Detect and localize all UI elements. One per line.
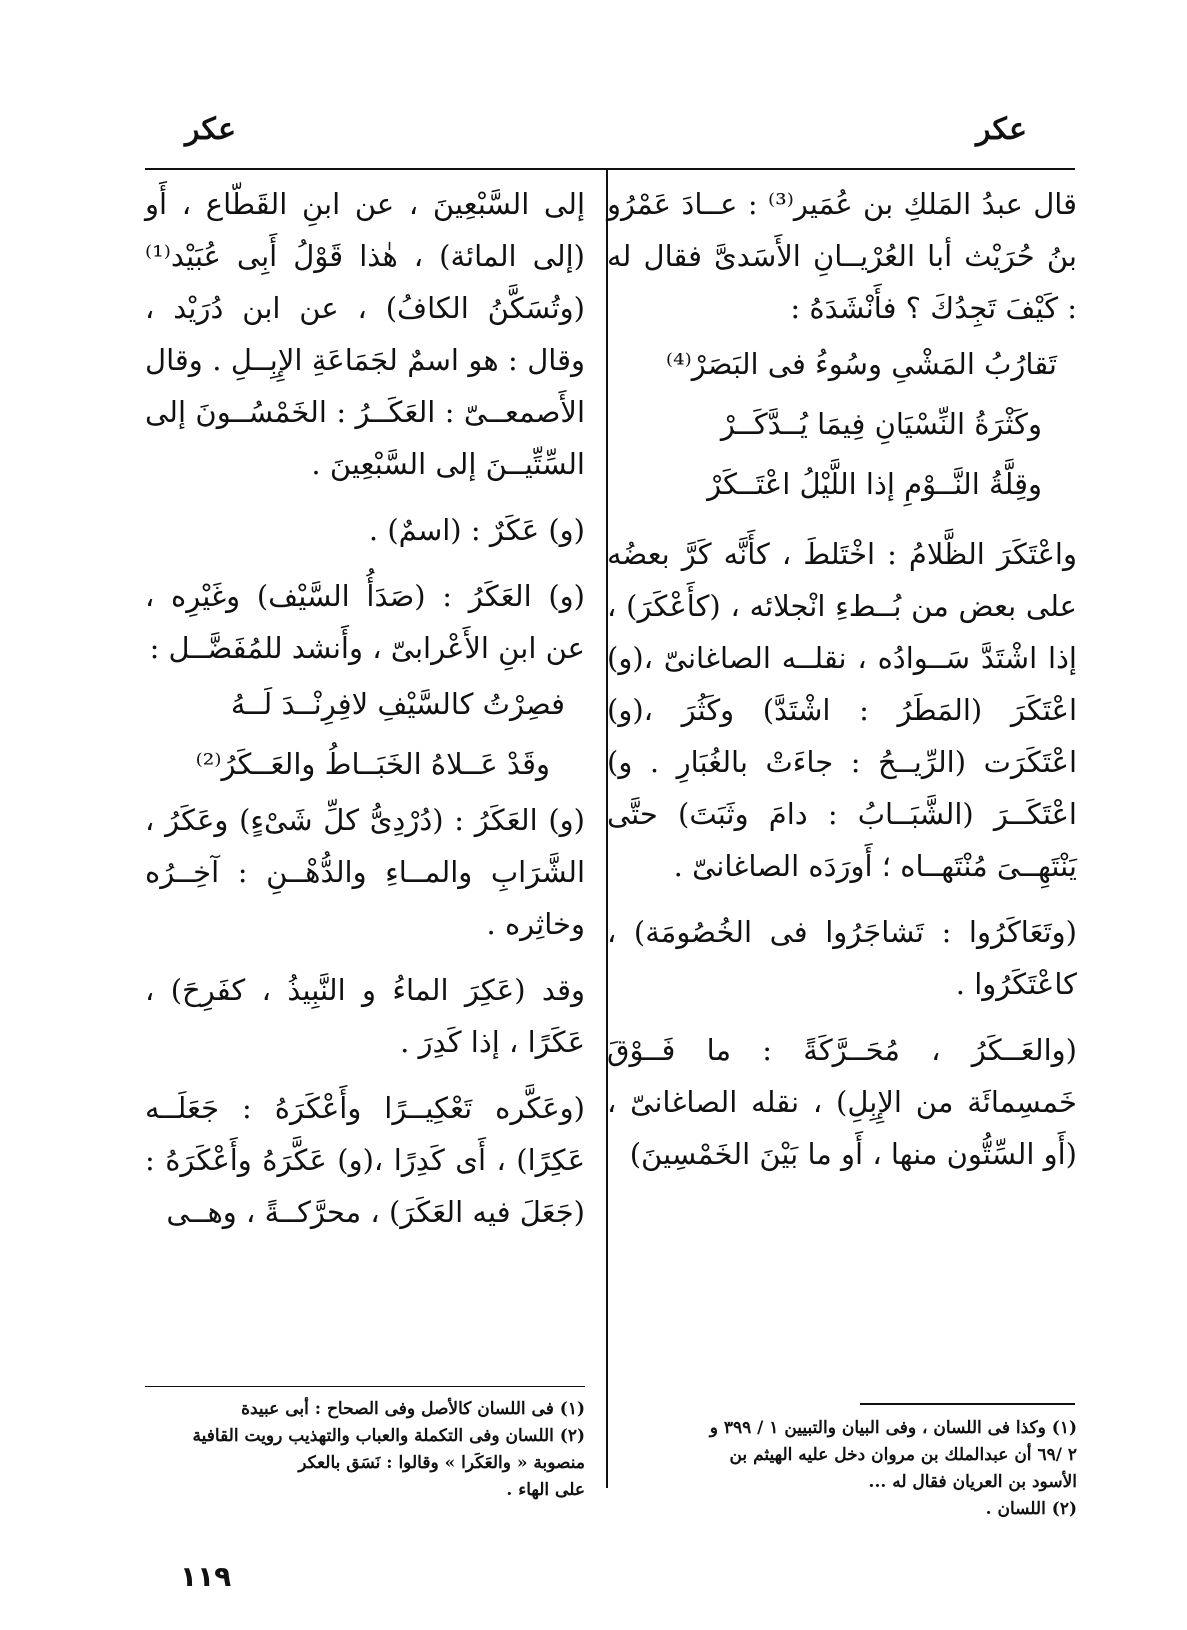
left-paragraph-4: (و) العَكَرُ : (دُرْدِىُّ كلِّ شَىْءٍ) وعَكَرُ ، الشَّرَابِ والمــاءِ والدُّهْــنِ : آخِــرُه وخاثِره . [145, 803, 585, 941]
right-paragraph-1: قال عبدُ المَلكِ بن عُمَير⁽³⁾ : عــادَ عَمْرُو بنُ حُرَيْث أبا العُرْيــانِ الأَسَدىَّ فقال له : كَيْفَ تَجِدُكَ ؟ فأَنْشَدَهُ : [607, 187, 1077, 325]
running-header-right: عكر [975, 112, 1027, 147]
footnote-right-line-3: الأسود بن العريان فقال له ... [868, 1472, 1077, 1492]
page-number: ١١٩ [180, 1560, 232, 1593]
footnote-right-line-2: ٢ /٦٩ أن عبدالملك بن مروان دخل عليه الهيثم بن [729, 1445, 1077, 1465]
left-paragraph-6: (وعَكَّره تَعْكِيــرًا وأَعْكَرَهُ : جَعَلَــه عَكِرًا) ، أَى كَدِرًا ،(و) عَكَّرَهُ وأَعْكَرَهُ : (جَعَلَ فيه العَكَرَ) ، محرَّكــةً ، وهــى [145, 1091, 585, 1229]
right-verse-line-1: تَقارُبُ المَشْىِ وسُوءُ فى البَصَرْ⁽⁴⁾ [665, 347, 1057, 381]
footnote-left-line-3: منصوبة « والعَكَرا » وقالوا : نَسَق بالعكر [298, 1453, 585, 1473]
right-column [607, 178, 1077, 1180]
right-paragraph-4: (والعَــكَرُ ، مُحَــرَّكَةً : ما فَــوْقَ خَمسِمائَة من الإِبِلِ) ، نقله الصاغانىّ ، (أَو السِّتُّون منها ، أَو ما بَيْنَ الخَمْسِينَ) [607, 1033, 1077, 1171]
left-verse-line-2: وقَدْ عَــلاهُ الخَبَــاطُ والعَــكَرُ⁽²⁾ [195, 747, 550, 781]
right-paragraph-3: (وتَعَاكَرُوا : تَشاجَرُوا فى الخُصُومَة) ، كاعْتَكَرُوا . [607, 915, 1077, 1001]
left-verse [145, 674, 585, 794]
right-verse-line-2: وكَثْرَةُ النِّسْيَانِ فِيمَا يُــدَّكَــرْ [720, 407, 1042, 441]
left-paragraph-2: (و) عَكَرٌ : (اسمٌ) . [368, 513, 585, 547]
footnote-right-line-4: (٢) اللسان . [985, 1499, 1077, 1519]
footnote-left-line-2: (٢) اللسان وفى التكملة والعباب والتهذيب رويت القافية [192, 1426, 585, 1446]
right-verse-line-3: وقِلَّةُ النَّــوْمِ إذا اللَّيْلُ اعْتَــكَرْ [707, 467, 1042, 501]
footnote-rule-left [145, 1386, 585, 1387]
footnote-left-line-4: على الهاء . [506, 1480, 585, 1500]
running-header-left: عكر [185, 112, 237, 147]
footnotes-right [617, 1415, 1077, 1523]
left-paragraph-1: إلى السَّبْعِينَ ، عن ابنِ القَطّاع ، أَو (إلى المائة) ، هٰذا قَوْلُ أَبِى عُبَيْد⁽¹⁾ (وتُسَكَّنُ الكافُ) ، عن ابن دُرَيْد ، وقال : هو اسمٌ لجَمَاعَةِ الإِبِــلِ . وقال الأَصمعــىّ : العَكَــرُ : الخَمْسُــونَ إلى السِّتِّيــنَ إلى السَّبْعِينَ . [145, 187, 585, 481]
footnotes-left [145, 1396, 585, 1504]
footnote-right-line-1: (١) وكذا فى اللسان ، وفى البيان والتبيين ١ / ٣٩٩ و [709, 1418, 1077, 1438]
footnote-rule-right [860, 1403, 1075, 1405]
left-paragraph-3: (و) العَكَرُ : (صَدَأُ السَّيْف) وغَيْرِه ، عن ابنِ الأَعْرابىّ ، وأَنشد للمُفَضَّــل : [145, 579, 585, 665]
left-column [145, 178, 585, 1238]
left-paragraph-5: وقد (عَكِرَ الماءُ و النَّبِيذُ ، كفَرِحَ) ، عَكَرًا ، إذا كَدِرَ . [145, 973, 585, 1059]
left-verse-line-1: فصِرْتُ كالسَّيْفِ لافِرِنْــدَ لَــهُ [230, 687, 565, 721]
header-rule [145, 168, 1075, 170]
footnote-left-line-1: (١) فى اللسان كالأصل وفى الصحاح : أبى عبيدة [241, 1399, 585, 1419]
right-verse [607, 334, 1077, 514]
right-paragraph-2: واعْتَكَرَ الظَّلامُ : اخْتَلطَ ، كأَنَّه كَرَّ بعضُه على بعض من بُــطءِ انْجلائه ، (كأَعْكَرَ) ، إذا اشْتَدَّ سَــوادُه ، نقلــه الصاغانىّ ،(و) اعْتَكَرَ (المَطَرُ : اشْتَدَّ) وكَثُرَ ،(و) اعْتَكَرَت (الرِّيــحُ : جاءَتْ بالغُبَارِ . و) اعْتَكَــرَ (الشَّبَــابُ : دامَ وثَبَتَ) حتَّى يَنْتَهِــىَ مُنْتَهــاه ؛ أَورَدَه الصاغانىّ . [607, 537, 1077, 883]
